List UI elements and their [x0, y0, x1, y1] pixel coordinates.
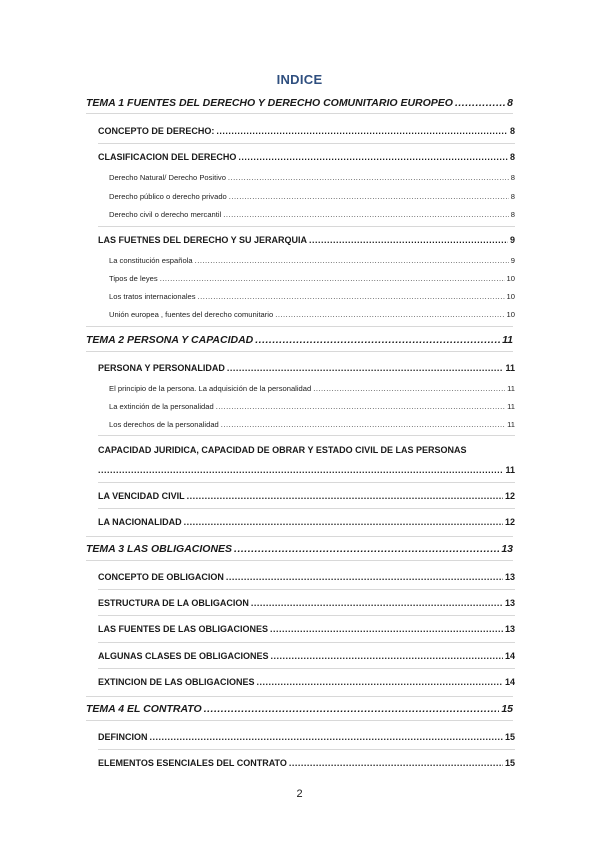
- toc-entry-text: PERSONA Y PERSONALIDAD: [98, 363, 225, 373]
- toc-entry-page: 10: [506, 310, 515, 319]
- divider: [98, 615, 515, 616]
- toc-entry-page: 8: [507, 97, 513, 109]
- toc-entry-constitucion[interactable]: [109, 256, 515, 265]
- toc-entry-page: 15: [501, 703, 513, 715]
- toc-entry-persona-personalidad[interactable]: [98, 363, 515, 373]
- page-number: 2: [296, 788, 303, 800]
- toc-entry-page: 14: [504, 651, 515, 661]
- toc-entry-text: EXTINCION DE LAS OBLIGACIONES: [98, 677, 255, 687]
- toc-entry-page: 8: [510, 192, 515, 201]
- toc-entry-text: Los tratos internacionales: [109, 292, 196, 301]
- toc-entry-fuentes-obligaciones[interactable]: [98, 624, 515, 634]
- toc-entry-page: 10: [506, 274, 515, 283]
- toc-entry-concepto-derecho[interactable]: [98, 126, 515, 136]
- toc-entry-tema-2[interactable]: [86, 334, 513, 346]
- toc-entry-text: CAPACIDAD JURIDICA, CAPACIDAD DE OBRAR Y ESTADO CIVIL DE LAS PERSONAS: [98, 445, 467, 455]
- toc-leader-dots: [184, 517, 503, 527]
- toc-entry-text: LAS FUETNES DEL DERECHO Y SU JERARQUIA: [98, 235, 308, 245]
- toc-entry-concepto-obligacion[interactable]: [98, 572, 515, 582]
- toc-entry-page: 8: [510, 210, 515, 219]
- toc-leader-dots: [223, 210, 508, 219]
- toc-leader-dots: [271, 651, 503, 661]
- toc-entry-principio-persona[interactable]: [109, 384, 515, 393]
- toc-entry-page: 9: [509, 235, 515, 245]
- toc-entry-tema-1[interactable]: [86, 97, 513, 109]
- toc-entry-text: LAS FUENTES DE LAS OBLIGACIONES: [98, 624, 269, 634]
- divider: [98, 508, 515, 509]
- divider: [98, 143, 515, 144]
- toc-entry-tema-3[interactable]: [86, 543, 513, 555]
- toc-leader-dots: [229, 192, 509, 201]
- toc-entry-page: 9: [510, 256, 515, 265]
- toc-entry-page: 11: [507, 402, 515, 411]
- divider: [98, 668, 515, 669]
- toc-leader-dots: [313, 384, 505, 393]
- toc-leader-dots: [255, 334, 500, 346]
- toc-entry-page: 8: [509, 152, 515, 162]
- toc-entry-page: 13: [504, 572, 515, 582]
- toc-entry-page: 11: [507, 384, 515, 393]
- toc-entry-text: TEMA 1 FUENTES DEL DERECHO Y DERECHO COMUNITARIO EUROPEO: [86, 97, 453, 109]
- toc-entry-page: 13: [504, 598, 515, 608]
- toc-entry-tratos-internacionales[interactable]: [109, 292, 515, 301]
- toc-leader-dots: [98, 465, 503, 475]
- toc-leader-dots: [228, 173, 509, 182]
- divider: [86, 113, 513, 114]
- toc-entry-capacidad-juridica-leader[interactable]: [98, 465, 515, 475]
- toc-entry-page: 12: [504, 491, 515, 501]
- divider: [86, 536, 513, 537]
- toc-entry-clasificacion[interactable]: [98, 152, 515, 162]
- toc-entry-union-europea[interactable]: [109, 310, 515, 319]
- divider: [86, 696, 513, 697]
- toc-leader-dots: [198, 292, 505, 301]
- divider: [86, 351, 513, 352]
- divider: [98, 589, 515, 590]
- toc-entry-extincion-obligaciones[interactable]: [98, 677, 515, 687]
- toc-entry-derecho-civil[interactable]: [109, 210, 515, 219]
- divider: [98, 482, 515, 483]
- toc-entry-page: 15: [504, 732, 515, 742]
- toc-entry-elementos-esenciales[interactable]: [98, 758, 515, 768]
- toc-entry-tema-4[interactable]: [86, 703, 513, 715]
- toc-leader-dots: [226, 572, 503, 582]
- toc-entry-text: TEMA 2 PERSONA Y CAPACIDAD: [86, 334, 254, 346]
- toc-entry-derecho-publico[interactable]: [109, 192, 515, 201]
- toc-entry-derechos-personalidad[interactable]: [109, 420, 515, 429]
- toc-entry-tipos-leyes[interactable]: [109, 274, 515, 283]
- toc-entry-capacidad-juridica[interactable]: [98, 445, 515, 455]
- divider: [98, 642, 515, 643]
- toc-leader-dots: [257, 677, 503, 687]
- toc-entry-estructura-obligacion[interactable]: [98, 598, 515, 608]
- toc-entry-text: ESTRUCTURA DE LA OBLIGACION: [98, 598, 249, 608]
- toc-leader-dots: [160, 274, 505, 283]
- toc-entry-text: Unión europea , fuentes del derecho comunitario: [109, 310, 274, 319]
- toc-entry-nacionalidad[interactable]: [98, 517, 515, 527]
- toc-entry-text: LA NACIONALIDAD: [98, 517, 182, 527]
- toc-leader-dots: [309, 235, 508, 245]
- toc-entry-text: Derecho Natural/ Derecho Positivo: [109, 173, 226, 182]
- toc-entry-text: La extinción de la personalidad: [109, 402, 214, 411]
- toc-entry-text: Derecho público o derecho privado: [109, 192, 227, 201]
- toc-leader-dots: [216, 402, 505, 411]
- toc-entry-derecho-natural[interactable]: [109, 173, 515, 182]
- toc-entry-text: TEMA 3 LAS OBLIGACIONES: [86, 543, 233, 555]
- toc-entry-page: 14: [504, 677, 515, 687]
- toc-entry-page: 13: [501, 543, 513, 555]
- toc-entry-page: 15: [504, 758, 515, 768]
- toc-leader-dots: [150, 732, 503, 742]
- toc-entry-text: Los derechos de la personalidad: [109, 420, 219, 429]
- toc-leader-dots: [289, 758, 503, 768]
- toc-leader-dots: [275, 310, 504, 319]
- toc-entry-page: 10: [506, 292, 515, 301]
- divider: [86, 326, 513, 327]
- divider: [98, 226, 515, 227]
- index-title: INDICE: [276, 72, 323, 87]
- toc-entry-fuentes-jerarquia[interactable]: [98, 235, 515, 245]
- toc-entry-text: Tipos de leyes: [109, 274, 158, 283]
- toc-leader-dots: [234, 543, 499, 555]
- toc-leader-dots: [195, 256, 509, 265]
- divider: [86, 720, 513, 721]
- toc-entry-text: TEMA 4 EL CONTRATO: [86, 703, 202, 715]
- toc-entry-page: 8: [510, 173, 515, 182]
- toc-leader-dots: [187, 491, 503, 501]
- toc-entry-page: 11: [502, 334, 513, 346]
- toc-entry-page: 11: [507, 420, 515, 429]
- toc-entry-page: 11: [505, 465, 515, 475]
- toc-entry-text: El principio de la persona. La adquisición de la personalidad: [109, 384, 312, 393]
- toc-leader-dots: [251, 598, 503, 608]
- divider: [98, 435, 515, 436]
- toc-entry-definicion[interactable]: [98, 732, 515, 742]
- toc-leader-dots: [216, 126, 508, 136]
- toc-entry-page: 11: [505, 363, 515, 373]
- toc-entry-text: ELEMENTOS ESENCIALES DEL CONTRATO: [98, 758, 287, 768]
- divider: [86, 560, 513, 561]
- toc-entry-extincion-personalidad[interactable]: [109, 402, 515, 411]
- toc-entry-text: CONCEPTO DE OBLIGACION: [98, 572, 224, 582]
- toc-entry-text: CLASIFICACION DEL DERECHO: [98, 152, 237, 162]
- toc-entry-clases-obligaciones[interactable]: [98, 651, 515, 661]
- toc-leader-dots: [227, 363, 504, 373]
- toc-entry-text: ALGUNAS CLASES DE OBLIGACIONES: [98, 651, 269, 661]
- toc-leader-dots: [221, 420, 505, 429]
- toc-leader-dots: [270, 624, 503, 634]
- toc-leader-dots: [238, 152, 508, 162]
- toc-leader-dots: [204, 703, 500, 715]
- toc-entry-page: 12: [504, 517, 515, 527]
- toc-leader-dots: [455, 97, 505, 109]
- toc-entry-text: LA VENCIDAD CIVIL: [98, 491, 185, 501]
- toc-entry-text: Derecho civil o derecho mercantil: [109, 210, 222, 219]
- toc-entry-text: DEFINCION: [98, 732, 148, 742]
- toc-entry-text: CONCEPTO DE DERECHO:: [98, 126, 215, 136]
- toc-entry-vencidad-civil[interactable]: [98, 491, 515, 501]
- divider: [98, 749, 515, 750]
- toc-entry-page: 8: [509, 126, 515, 136]
- toc-entry-text: La constitución española: [109, 256, 193, 265]
- toc-entry-page: 13: [504, 624, 515, 634]
